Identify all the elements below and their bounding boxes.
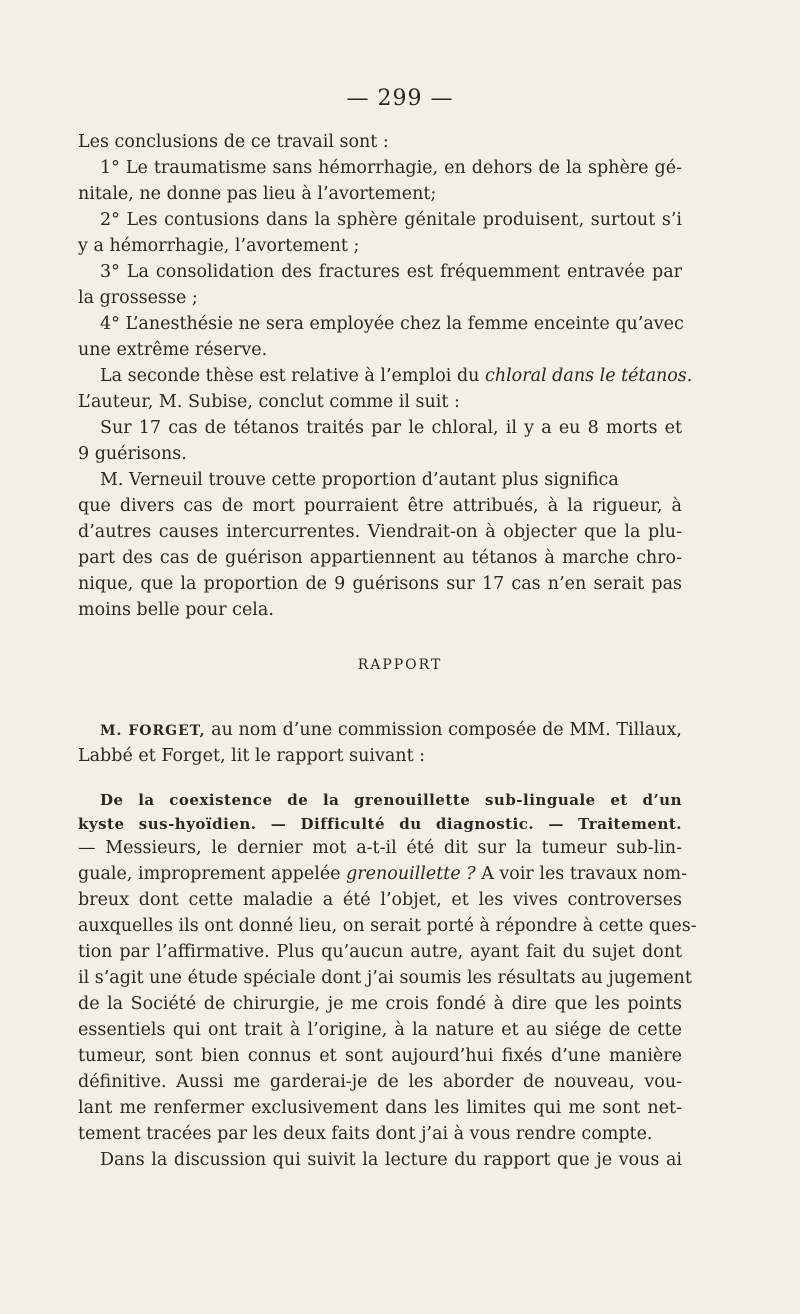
text-line: 4° L’anesthésie ne sera employée chez la femme enceinte qu’avec [100, 314, 684, 334]
text-line [100, 364, 693, 389]
text-line: 2° Les contusions dans la sphère génitale produisent, surtout s’i [100, 210, 682, 230]
text-line: part des cas de guérison appartiennent au tétanos à marche chro- [78, 548, 682, 568]
text-line: Dans la discussion qui suivit la lecture du rapport que je vous ai [100, 1150, 682, 1170]
text-line: nitale, ne donne pas lieu à l’avortement; [78, 184, 437, 204]
text-line: 3° La consolidation des fractures est fréquemment entravée par [100, 262, 682, 282]
text-line: tion par l’affirmative. Plus qu’aucun autre, ayant fait du sujet dont [78, 942, 682, 962]
text-run: au nom d’une commission composée de MM. Tillaux, [211, 720, 682, 740]
text-line: M. Verneuil trouve cette proportion d’autant plus significa [100, 470, 619, 490]
text-run: La seconde thèse est relative à l’emploi du [100, 366, 480, 386]
text-line: auxquelles ils ont donné lieu, on serait porté à répondre à cette ques- [78, 916, 697, 936]
text-line: y a hémorrhagie, l’avortement ; [78, 236, 360, 256]
text-line: Sur 17 cas de tétanos traités par le chloral, il y a eu 8 morts et [100, 418, 682, 438]
text-line: Les conclusions de ce travail sont : [78, 132, 389, 152]
text-line: lant me renfermer exclusivement dans les limites qui me sont net- [78, 1098, 682, 1118]
text-line: 1° Le traumatisme sans hémorrhagie, en dehors de la sphère gé- [100, 158, 682, 178]
text-line: définitive. Aussi me garderai-je de les aborder de nouveau, vou- [78, 1072, 682, 1092]
report-intro-line: Labbé et Forget, lit le rapport suivant : [78, 746, 426, 766]
text-line: de la Société de chirurgie, je me crois fondé à dire que les points [78, 994, 682, 1014]
text-line: d’autres causes intercurrentes. Viendrait-on à objecter que la plu- [78, 522, 682, 542]
text-line: il s’agit une étude spéciale dont j’ai soumis les résultats au jugement [78, 968, 692, 988]
text-line [78, 862, 688, 887]
text-line: essentiels qui ont trait à l’origine, à la nature et au siége de cette [78, 1020, 682, 1040]
text-line: la grossesse ; [78, 288, 198, 308]
text-line: nique, que la proportion de 9 guérisons sur 17 cas n’en serait pas [78, 574, 682, 594]
text-run: A voir les travaux nom- [481, 864, 688, 884]
text-line: L’auteur, M. Subise, conclut comme il suit : [78, 392, 460, 412]
text-line: tement tracées par les deux faits dont j’ai à vous rendre compte. [78, 1124, 653, 1144]
section-heading: RAPPORT [357, 657, 443, 673]
text-line: breux dont cette maladie a été l’objet, et les vives controverses [78, 890, 682, 910]
text-run: guale, improprement appelée [78, 864, 341, 884]
text-line: 9 guérisons. [78, 444, 187, 464]
page-number: — 299 — [346, 86, 454, 111]
text-line: tumeur, sont bien connus et sont aujourd’hui fixés d’une manière [78, 1046, 682, 1066]
italic-run: chloral dans le tétanos. [485, 366, 693, 386]
report-intro-line [100, 718, 682, 744]
text-line: — Messieurs, le dernier mot a-t-il été dit sur la tumeur sub-lin- [78, 838, 682, 858]
italic-run: grenouillette ? [346, 864, 476, 884]
report-title-line: De la coexistence de la grenouillette sub-linguale et d’un [100, 791, 682, 809]
text-line: une extrême réserve. [78, 340, 268, 360]
text-line: que divers cas de mort pourraient être attribués, à la rigueur, à [78, 496, 682, 516]
text-line: moins belle pour cela. [78, 600, 274, 620]
speaker-name: M. FORGET, [100, 723, 206, 739]
report-title-line: kyste sus-hyoïdien. — Difficulté du diagnostic. — Traitement. [78, 815, 682, 833]
